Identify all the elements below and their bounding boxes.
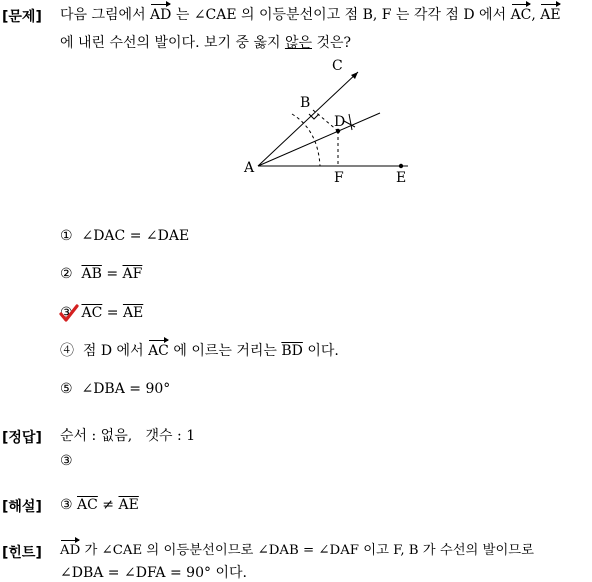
checkmark-icon: [58, 303, 80, 325]
segment-ac: $\overline{AC}$: [81, 305, 103, 321]
option-2[interactable]: [60, 265, 142, 283]
label-d: D: [334, 114, 346, 130]
problem-text: ,: [531, 7, 541, 23]
option-number: ③: [60, 305, 73, 321]
option-text: ∠DBA = 90°: [81, 381, 171, 397]
vector-ad: AD: [60, 543, 81, 558]
hint-label: [힌트]: [2, 545, 42, 561]
problem-text: 다음 그림에서: [60, 7, 151, 23]
explanation-symbol: ≠: [97, 497, 119, 513]
segment-ac: $\overline{AC}$: [77, 497, 98, 513]
problem-text: 에 내린 수선의 발이다. 보기 중 옳지: [60, 35, 285, 51]
option-text: 이다.: [302, 343, 339, 359]
bisector-ad: [258, 113, 380, 166]
segment-ae: $\overline{AE}$: [122, 305, 144, 321]
geometry-figure: [0, 0, 592, 200]
explanation-number: ③: [60, 497, 78, 513]
label-c: C: [332, 58, 343, 74]
option-text: 에 이르는 거리는: [168, 343, 282, 359]
vector-ac: AC: [148, 343, 169, 359]
answer-choice: ③: [60, 453, 73, 469]
explanation-label: [해설]: [2, 499, 42, 515]
option-number: ④: [60, 343, 74, 359]
label-f: F: [334, 170, 344, 186]
segment-bd: $\overline{BD}$: [281, 343, 303, 359]
option-5[interactable]: [60, 380, 170, 398]
hint-text: 가 ∠CAE 의 이등분선이므로 ∠DAB = ∠DAF 이고 F, B 가 수선의 발이므로: [80, 543, 534, 558]
segment-ae: $\overline{AE}$: [118, 497, 139, 513]
underlined-word: 않은: [284, 35, 312, 51]
label-e: E: [396, 170, 407, 186]
answer-line-1: [60, 427, 195, 445]
vector-ac: AC: [510, 7, 532, 23]
problem-label: [문제]: [2, 9, 42, 25]
vector-ae: AE: [540, 7, 561, 23]
option-text: ∠DAC = ∠DAE: [81, 228, 190, 244]
construction-arc: [292, 114, 320, 166]
label-a: A: [244, 160, 255, 176]
option-number: ②: [60, 266, 73, 282]
answer-order: 순서 : 없음,: [60, 428, 133, 444]
option-4[interactable]: [60, 342, 339, 360]
vector-ad: AD: [150, 7, 172, 23]
option-number: ①: [60, 228, 73, 244]
explanation-text: [60, 496, 139, 514]
answer-count: 갯수 : 1: [145, 428, 196, 444]
option-text: =: [102, 305, 123, 321]
answer-label: [정답]: [2, 430, 42, 446]
problem-text: 것은?: [312, 35, 352, 51]
segment-ab: $\overline{AB}$: [81, 266, 102, 282]
segment-af: $\overline{AF}$: [122, 266, 143, 282]
option-text: =: [101, 266, 123, 282]
problem-text: 는 ∠CAE 의 이등분선이고 점 B, F 는 각각 점 D 에서: [171, 7, 511, 23]
option-number: ⑤: [60, 381, 73, 397]
point-e: [399, 164, 403, 168]
label-b: B: [300, 95, 311, 111]
option-1[interactable]: [60, 227, 189, 245]
hint-line-1: [60, 542, 534, 560]
option-text: 점 D 에서: [82, 343, 149, 359]
hint-line-2: ∠DBA = ∠DFA = 90° 이다.: [60, 565, 247, 581]
